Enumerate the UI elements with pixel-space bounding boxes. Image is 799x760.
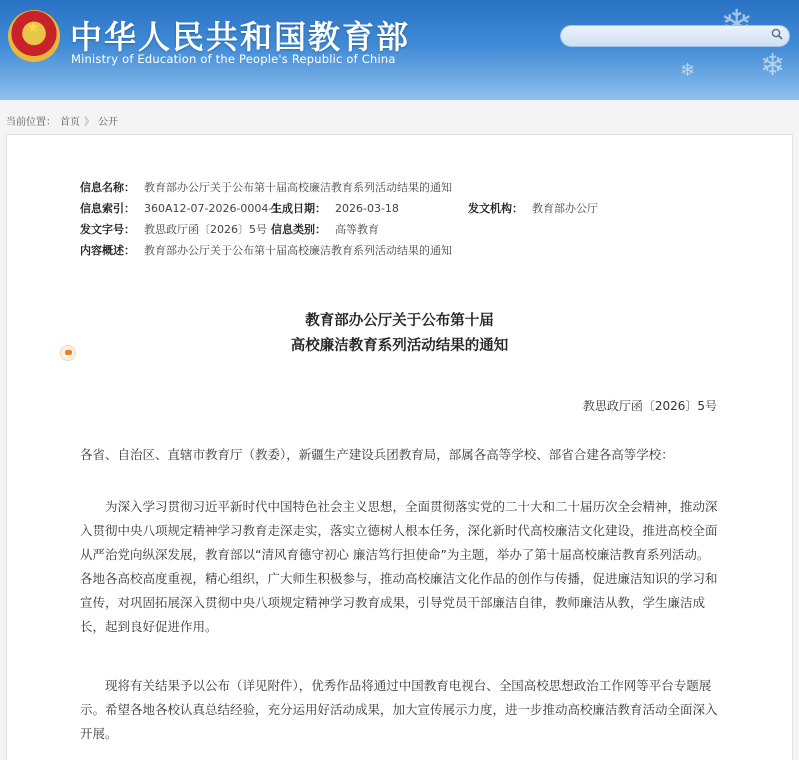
info-docno-value: 教思政厅函〔2026〕5号	[144, 223, 267, 236]
info-row-name	[80, 177, 720, 198]
site-title[interactable]: 中华人民共和国教育部	[70, 18, 411, 56]
info-org-value: 教育部办公厅	[532, 202, 598, 215]
info-category-value: 高等教育	[335, 223, 379, 236]
info-summary-value: 教育部办公厅关于公布第十届高校廉洁教育系列活动结果的通知	[144, 244, 452, 257]
snowflake-decoration-icon: ❄	[760, 48, 786, 83]
info-date-label: 生成日期：	[271, 202, 326, 215]
search-icon[interactable]	[771, 28, 783, 40]
floating-widget-icon[interactable]	[60, 345, 76, 361]
info-name-value: 教育部办公厅关于公布第十届高校廉洁教育系列活动结果的通知	[144, 181, 452, 194]
site-header-banner	[0, 0, 799, 100]
info-row-docno	[80, 219, 720, 240]
info-index-label: 信息索引：	[80, 202, 135, 215]
breadcrumb	[6, 113, 122, 128]
snowflake-decoration-icon: ❄	[680, 60, 696, 81]
info-category-label: 信息类别：	[271, 223, 326, 236]
search-input[interactable]	[571, 28, 765, 46]
document-number: 教思政厅函〔2026〕5号	[582, 399, 717, 413]
info-org-label: 发文机构：	[468, 202, 523, 215]
document-paragraph-2: 现将有关结果予以公布（详见附件），优秀作品将通过中国教育电视台、全国高校思想政治工作网等平台专题展示。希望各地各校认真总结经验，充分运用好活动成果，加大宣传展示力度，进一步推动高校廉洁教育活动全面深入开展。	[80, 678, 718, 741]
info-metadata-table	[80, 177, 720, 261]
info-index-value: 360A12-07-2026-0004-1	[144, 202, 280, 215]
document-salutation: 各省、自治区、直辖市教育厅（教委），新疆生产建设兵团教育局，部属各高等学校、部省合建各高等学校：	[80, 447, 674, 462]
info-summary-label: 内容概述：	[80, 244, 135, 257]
info-date-value: 2026-03-18	[335, 202, 399, 215]
breadcrumb-current[interactable]: 公开	[98, 117, 118, 128]
breadcrumb-prefix: 当前位置：	[6, 117, 56, 128]
document-title-line2: 高校廉洁教育系列活动结果的通知	[290, 338, 509, 354]
breadcrumb-home-link[interactable]: 首页	[60, 117, 80, 128]
info-docno-label: 发文字号：	[80, 223, 135, 236]
national-emblem-icon[interactable]: ★	[8, 10, 60, 62]
info-row-index	[80, 198, 720, 219]
document-title-line1: 教育部办公厅关于公布第十届	[305, 313, 494, 329]
search-box[interactable]	[560, 25, 790, 47]
document-paragraph-1: 为深入学习贯彻习近平新时代中国特色社会主义思想，全面贯彻落实党的二十大和二十届历次全会精神，推动深入贯彻中央八项规定精神学习教育走深走实，落实立德树人根本任务，深化新时代高校廉洁文化建设，推进高校全面从严治党向纵深发展，教育部以“清风育德守初心 廉洁笃行担使命”为主题，举办了第十届高校廉洁教育系列活动。各地各高校高度重视，精心组织，广大师生积极参与，推动高校廉洁文化作品的创作与传播，促进廉洁知识的学习和宣传，对巩固拓展深入贯彻中央八项规定精神学习教育成果，引导党员干部廉洁自律，教师廉洁从教，学生廉洁成长，起到良好促进作用。	[80, 499, 718, 634]
info-name-label: 信息名称：	[80, 181, 135, 194]
info-row-summary	[80, 240, 720, 261]
site-subtitle-english: Ministry of Education of the People's Republic of China	[71, 52, 396, 66]
breadcrumb-separator: 》	[84, 117, 94, 128]
